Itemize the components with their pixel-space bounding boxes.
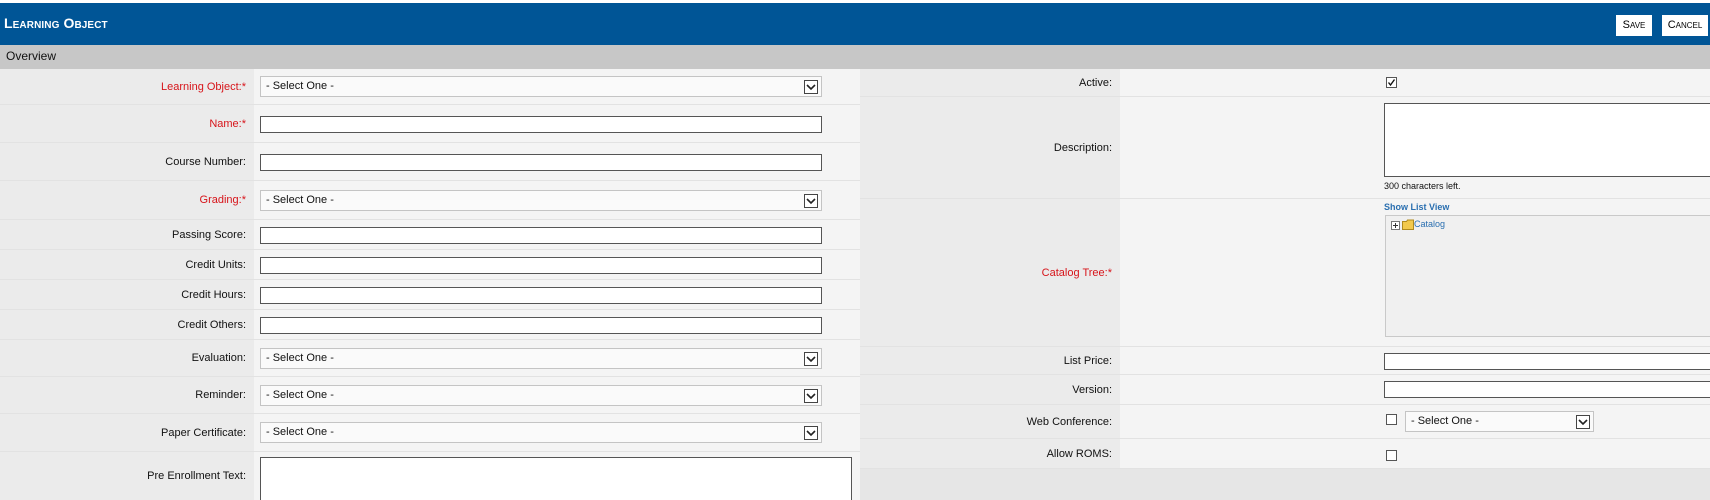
grading-select-value: - Select One - [266,194,334,206]
page-header [0,0,1710,48]
section-title: Overview [6,49,57,63]
description-char-count: 300 characters left. [1384,181,1461,191]
list-price-row [860,347,1710,375]
web-conference-label: Web Conference: [1026,415,1112,428]
evaluation-row [0,340,860,377]
pre-enrollment-label: Pre Enrollment Text: [147,470,246,482]
active-row [860,69,1710,97]
credit-units-label: Credit Units: [185,258,246,271]
name-input[interactable] [260,116,822,133]
learning-object-label: Learning Object:* [161,80,246,93]
credit-hours-row [0,280,860,310]
paper-certificate-select-value: - Select One - [266,426,334,438]
description-label: Description: [1053,141,1112,154]
learning-object-row [0,69,860,105]
credit-others-input[interactable] [260,317,822,334]
right-form-column [860,69,1710,500]
credit-units-input[interactable] [260,257,822,274]
right-column-filler [860,469,1710,500]
course-number-input[interactable] [260,154,822,171]
evaluation-label: Evaluation: [191,352,246,364]
credit-units-row [0,250,860,280]
list-price-label: List Price: [1063,354,1112,367]
evaluation-select-value: - Select One - [266,352,334,364]
cancel-button[interactable]: Cancel [1662,15,1708,36]
checkmark-icon [1387,78,1396,87]
web-conference-row [860,405,1710,439]
web-conference-select-value: - Select One - [1411,415,1479,427]
catalog-tree-root[interactable]: Catalog [1414,219,1446,229]
chevron-down-icon[interactable] [804,80,818,94]
paper-certificate-label: Paper Certificate: [161,426,246,439]
grading-select[interactable] [260,190,822,211]
web-conference-checkbox[interactable] [1386,414,1397,425]
left-form-column [0,69,860,500]
reminder-label: Reminder: [195,389,246,401]
credit-others-label: Credit Others: [177,318,246,331]
active-label: Active: [1078,76,1112,89]
credit-hours-label: Credit Hours: [181,288,246,301]
grading-label: Grading:* [199,194,246,206]
grading-row [0,181,860,220]
web-conference-select[interactable] [1405,411,1594,432]
chevron-down-icon[interactable] [804,426,818,440]
active-checkbox[interactable] [1386,77,1397,88]
chevron-down-icon[interactable] [804,352,818,366]
learning-object-select-value: - Select One - [266,80,334,92]
list-price-input[interactable] [1384,353,1710,370]
expand-icon[interactable] [1391,221,1400,230]
page-title: Learning Object [4,15,108,31]
catalog-tree-panel [1385,215,1710,337]
header-bar [0,3,1710,45]
version-row [860,375,1710,405]
description-row [860,97,1710,199]
chevron-down-icon[interactable] [1576,415,1590,429]
version-input[interactable] [1384,381,1710,398]
chevron-down-icon[interactable] [804,389,818,403]
name-label: Name:* [209,117,246,130]
allow-roms-checkbox[interactable] [1386,450,1397,461]
chevron-down-icon[interactable] [804,194,818,208]
paper-certificate-select[interactable] [260,422,822,443]
course-number-row [0,143,860,181]
pre-enrollment-row [0,452,860,500]
reminder-select[interactable] [260,385,822,406]
folder-icon [1402,219,1414,233]
evaluation-select[interactable] [260,348,822,369]
section-header [0,45,1710,69]
paper-certificate-row [0,414,860,452]
learning-object-select[interactable] [260,76,822,97]
name-row [0,105,860,143]
reminder-select-value: - Select One - [266,389,334,401]
version-label: Version: [1072,383,1112,396]
save-button[interactable]: Save [1616,15,1652,36]
catalog-tree-row [860,199,1710,347]
credit-others-row [0,310,860,340]
allow-roms-row [860,439,1710,469]
allow-roms-label: Allow ROMS: [1046,447,1112,460]
show-list-view-link[interactable]: Show List View [1384,202,1450,212]
catalog-tree-label: Catalog Tree:* [1041,266,1112,279]
pre-enrollment-textarea[interactable] [260,457,852,500]
reminder-row [0,377,860,414]
passing-score-row [0,220,860,250]
passing-score-label: Passing Score: [172,228,246,241]
credit-hours-input[interactable] [260,287,822,304]
passing-score-input[interactable] [260,227,822,244]
course-number-label: Course Number: [165,155,246,168]
description-textarea[interactable] [1384,103,1710,177]
